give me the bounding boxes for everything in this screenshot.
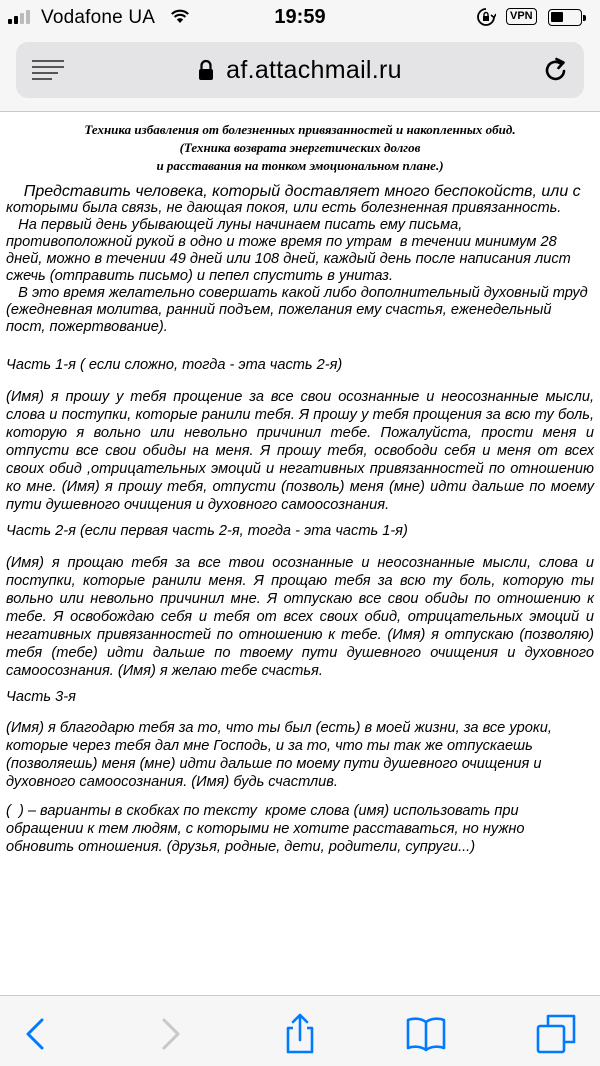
part2-heading: Часть 2-я (если первая часть 2-я, тогда - эта часть 1-я) <box>6 523 408 539</box>
padlock-icon <box>198 59 214 81</box>
part3-text <box>6 719 594 791</box>
part3-line: духовного самоосознания. (Имя) будь счастлив. <box>6 774 338 790</box>
status-bar <box>0 0 600 34</box>
intro-line: (ежедневная молитва, ранний подъем, пожелания ему счастья, еженедельный <box>6 302 552 318</box>
carrier-name: Vodafone UA <box>41 7 156 28</box>
forward-icon[interactable] <box>148 1012 192 1056</box>
intro-line: пост, пожертвование). <box>6 319 168 335</box>
part1-heading: Часть 1-я ( если сложно, тогда - эта часть 2-я) <box>6 357 343 373</box>
orientation-lock-icon <box>476 7 496 27</box>
document-title <box>0 121 600 175</box>
intro-line: В это время желательно совершать какой либо дополнительный духовный труд <box>6 285 588 301</box>
title-line: (Техника возврата энергетических долгов <box>179 140 421 155</box>
status-clock: 19:59 <box>274 6 326 28</box>
vpn-badge: VPN <box>506 8 537 25</box>
footnote-line: обновить отношения. (друзья, родные, дети, родители, супруги...) <box>6 839 476 855</box>
document-page <box>0 113 600 995</box>
part3-line: (позволяешь) меня (мне) идти дальше по моему пути душевного очищения и <box>6 756 542 772</box>
reload-icon[interactable] <box>542 56 570 84</box>
share-icon[interactable] <box>278 1012 322 1056</box>
intro-line: которыми была связь, не дающая покоя, или есть болезненная привязанность. <box>6 200 562 216</box>
intro-line: На первый день убывающей луны начинаем писать ему письма, <box>6 217 463 233</box>
browser-navbar <box>0 34 600 112</box>
part3-heading: Часть 3-я <box>6 689 76 705</box>
tabs-icon[interactable] <box>534 1012 578 1056</box>
part3-line: которые через тебя дал мне Господь, и за то, что ты так же отпускаешь <box>6 738 533 754</box>
battery-icon <box>548 9 582 26</box>
footnote-line: ( ) – варианты в скобках по тексту кроме слова (имя) использовать при <box>6 803 519 819</box>
url-text[interactable]: af.attachmail.ru <box>226 55 402 84</box>
intro-line: Представить человека, который доставляет много беспокойств, или с <box>6 183 581 200</box>
bookmarks-icon[interactable] <box>404 1012 448 1056</box>
part1-text: (Имя) я прошу у тебя прощение за все свои осознанные и неосознанные мысли, слова и поступки, которые ранили тебя. Я прошу у тебя прощения за всю ту боль, которую я вольно или невольно причинил тебе. Пожалуйста, прости меня и отпусти все свои обиды на меня. Я прошу тебя, освободи себя и меня от всех своих обид ,отрицательных эмоций и негативных привязанностей по отношению ко мне. (Имя) я прошу тебя, отпусти (позволь) меня (мне) идти дальше по моему пути душевного очищения и духовного самоосознания. <box>6 389 594 513</box>
part2-text: (Имя) я прощаю тебя за все твои осознанные и неосознанные мысли, слова и поступки, которые ранили меня. Я прощаю тебя за всю ту боль, которую ты вольно или невольно причинил мне. Я отпускаю все свои обиды по отношению к тебе. Я освобождаю себя и тебя от всех своих обид, отрицательных эмоций и негативных привязанностей по отношению к тебе. (Имя) я отпускаю (позволяю) тебя (тебе) идти дальше по твоему пути душевного очищения и духовного самоосознания. (Имя) я желаю тебе счастья. <box>6 555 594 679</box>
url-field[interactable] <box>16 42 584 98</box>
title-line: и расставания на тонком эмоциональном плане.) <box>156 158 444 173</box>
browser-toolbar <box>0 995 600 1066</box>
footnote <box>6 802 594 856</box>
back-icon[interactable] <box>14 1012 58 1056</box>
intro-line: противоположной рукой в одно и тоже время по утрам в течении минимум 28 <box>6 234 557 250</box>
title-line: Техника избавления от болезненных привязанностей и накопленных обид. <box>84 122 516 137</box>
footnote-line: обращении к тем людям, с которыми не хотите расставаться, но нужно <box>6 821 525 837</box>
intro-paragraph <box>6 183 594 336</box>
intro-line: дней, можно в течении 49 дней или 108 дней, каждый день после написания лист <box>6 251 571 267</box>
part3-line: (Имя) я благодарю тебя за то, что ты был (есть) в моей жизни, за все уроки, <box>6 720 552 736</box>
intro-line: сжечь (отправить письмо) и пепел спустить в унитаз. <box>6 268 394 284</box>
